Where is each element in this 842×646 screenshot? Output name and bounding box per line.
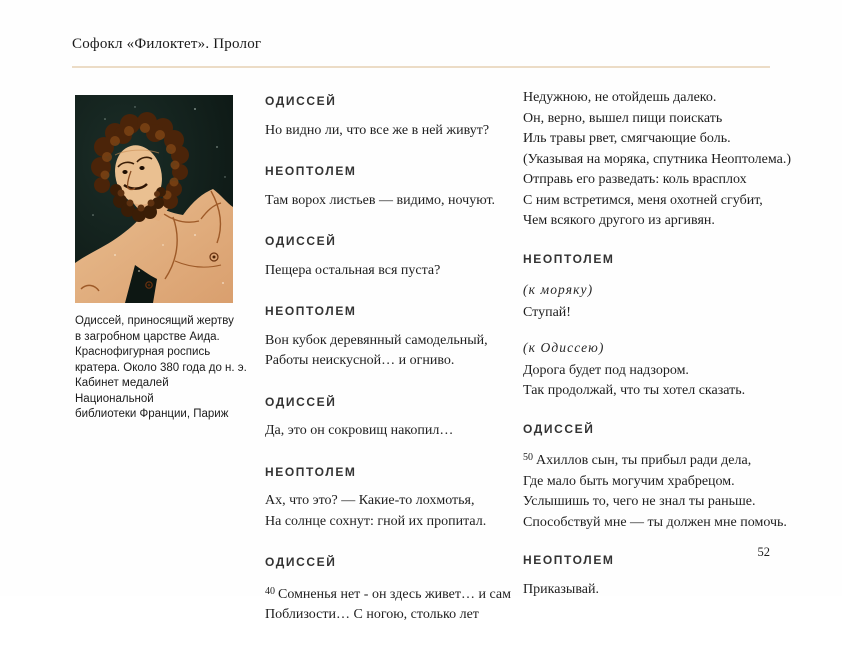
line-number: 40 [265,585,275,597]
verse-block [265,191,515,212]
header-rule [72,66,770,68]
verse-line: Недужною, не отойдешь далеко. [523,90,717,105]
verse-block [265,261,515,282]
figure-caption [75,314,250,423]
vase-painting-image [75,95,233,303]
verse-line: Да, это он сокровищ накопил… [265,423,454,438]
speaker-heading: ОДИССЕЙ [523,421,595,436]
figure [75,95,253,423]
verse-line: Приказывай. [523,581,599,597]
speaker-heading: НЕОПТОЛЕМ [265,464,357,479]
speaker-heading: НЕОПТОЛЕМ [265,304,357,318]
verse-line: Поблизости… С ногою, столько лет [265,607,479,622]
caption-line: библиотеки Франции, Париж [75,408,229,420]
dialogue-column-right [523,88,798,617]
verse-line: Но видно ли, что все же в ней живут? [265,122,490,138]
stage-direction: (к моряку) [523,282,594,297]
line-number: 50 [523,452,533,463]
verse-block [523,580,798,601]
stage-direction: (к Одиссею) [523,339,605,355]
verse-line: Работы неискусной… и огниво. [265,353,455,368]
verse-line: На солнце сохнут: гной их пропитал. [265,513,487,529]
verse-line: Иль травы рвет, смягчающие боль. [523,131,731,146]
speaker-heading: ОДИССЕЙ [265,94,337,108]
verse-block [523,361,798,402]
verse-line: Способствуй мне — ты должен мне помочь. [523,514,787,530]
verse-line: $^{40}$ Сомненья нет - он здесь живет… и сам [265,585,511,602]
speaker-heading: НЕОПТОЛЕМ [523,251,615,266]
verse-block [523,448,798,533]
verse-line: (Указывая на моряка, спутника Неоптолема.) [523,151,791,167]
speaker-heading: НЕОПТОЛЕМ [523,553,615,567]
verse-block [523,303,798,324]
verse-line: Дорога будет под надзором. [523,362,689,378]
verse-block [265,331,515,372]
verse-block [265,491,515,532]
verse-line: Там ворох листьев — видимо, ночуют. [265,192,496,208]
verse-line: Вон кубок деревянный самодельный, [265,332,488,348]
speaker-heading: НЕОПТОЛЕМ [265,164,357,178]
verse-line: Где мало быть могучим храбрецом. [523,473,735,489]
speaker-heading: ОДИССЕЙ [265,555,337,569]
verse-line: Ах, что это? — Какие-то лохмотья, [265,493,475,508]
verse-block [523,88,798,232]
caption-line: Одиссей, приносящий жертву [75,315,234,327]
page-title: Софокл «Филоктет». Пролог [72,36,262,52]
speaker-heading: ОДИССЕЙ [265,234,337,248]
verse-line: Пещера остальная вся пуста? [265,262,441,278]
verse-block [265,421,515,442]
verse-line: Ступай! [523,305,571,320]
caption-line: кратера. Около 380 года до н. э. [75,361,247,374]
verse-line: Чем всякого другого из аргивян. [523,213,715,228]
dialogue-column-left [265,91,515,646]
verse-block [265,121,515,142]
caption-line: в загробном царстве Аида. [75,330,220,343]
verse-line: Услышишь то, чего не знал ты раньше. [523,494,756,509]
verse-line: Отправь его разведать: коль врасплох [523,172,747,187]
caption-line: Краснофигурная роспись [75,346,211,358]
verse-line: Так продолжай, что ты хотел сказать. [523,383,746,398]
verse-block [265,582,515,626]
verse-line: Он, верно, вышел пищи поискать [523,110,723,126]
caption-line: Кабинет медалей Национальной [75,377,169,405]
speaker-heading: ОДИССЕЙ [265,394,337,409]
verse-line: С ним встретимся, меня охотней сгубит, [523,192,763,208]
verse-line: $^{50}$ Ахиллов сын, ты прибыл ради дела, [523,452,752,468]
page-number: 52 [757,545,770,559]
